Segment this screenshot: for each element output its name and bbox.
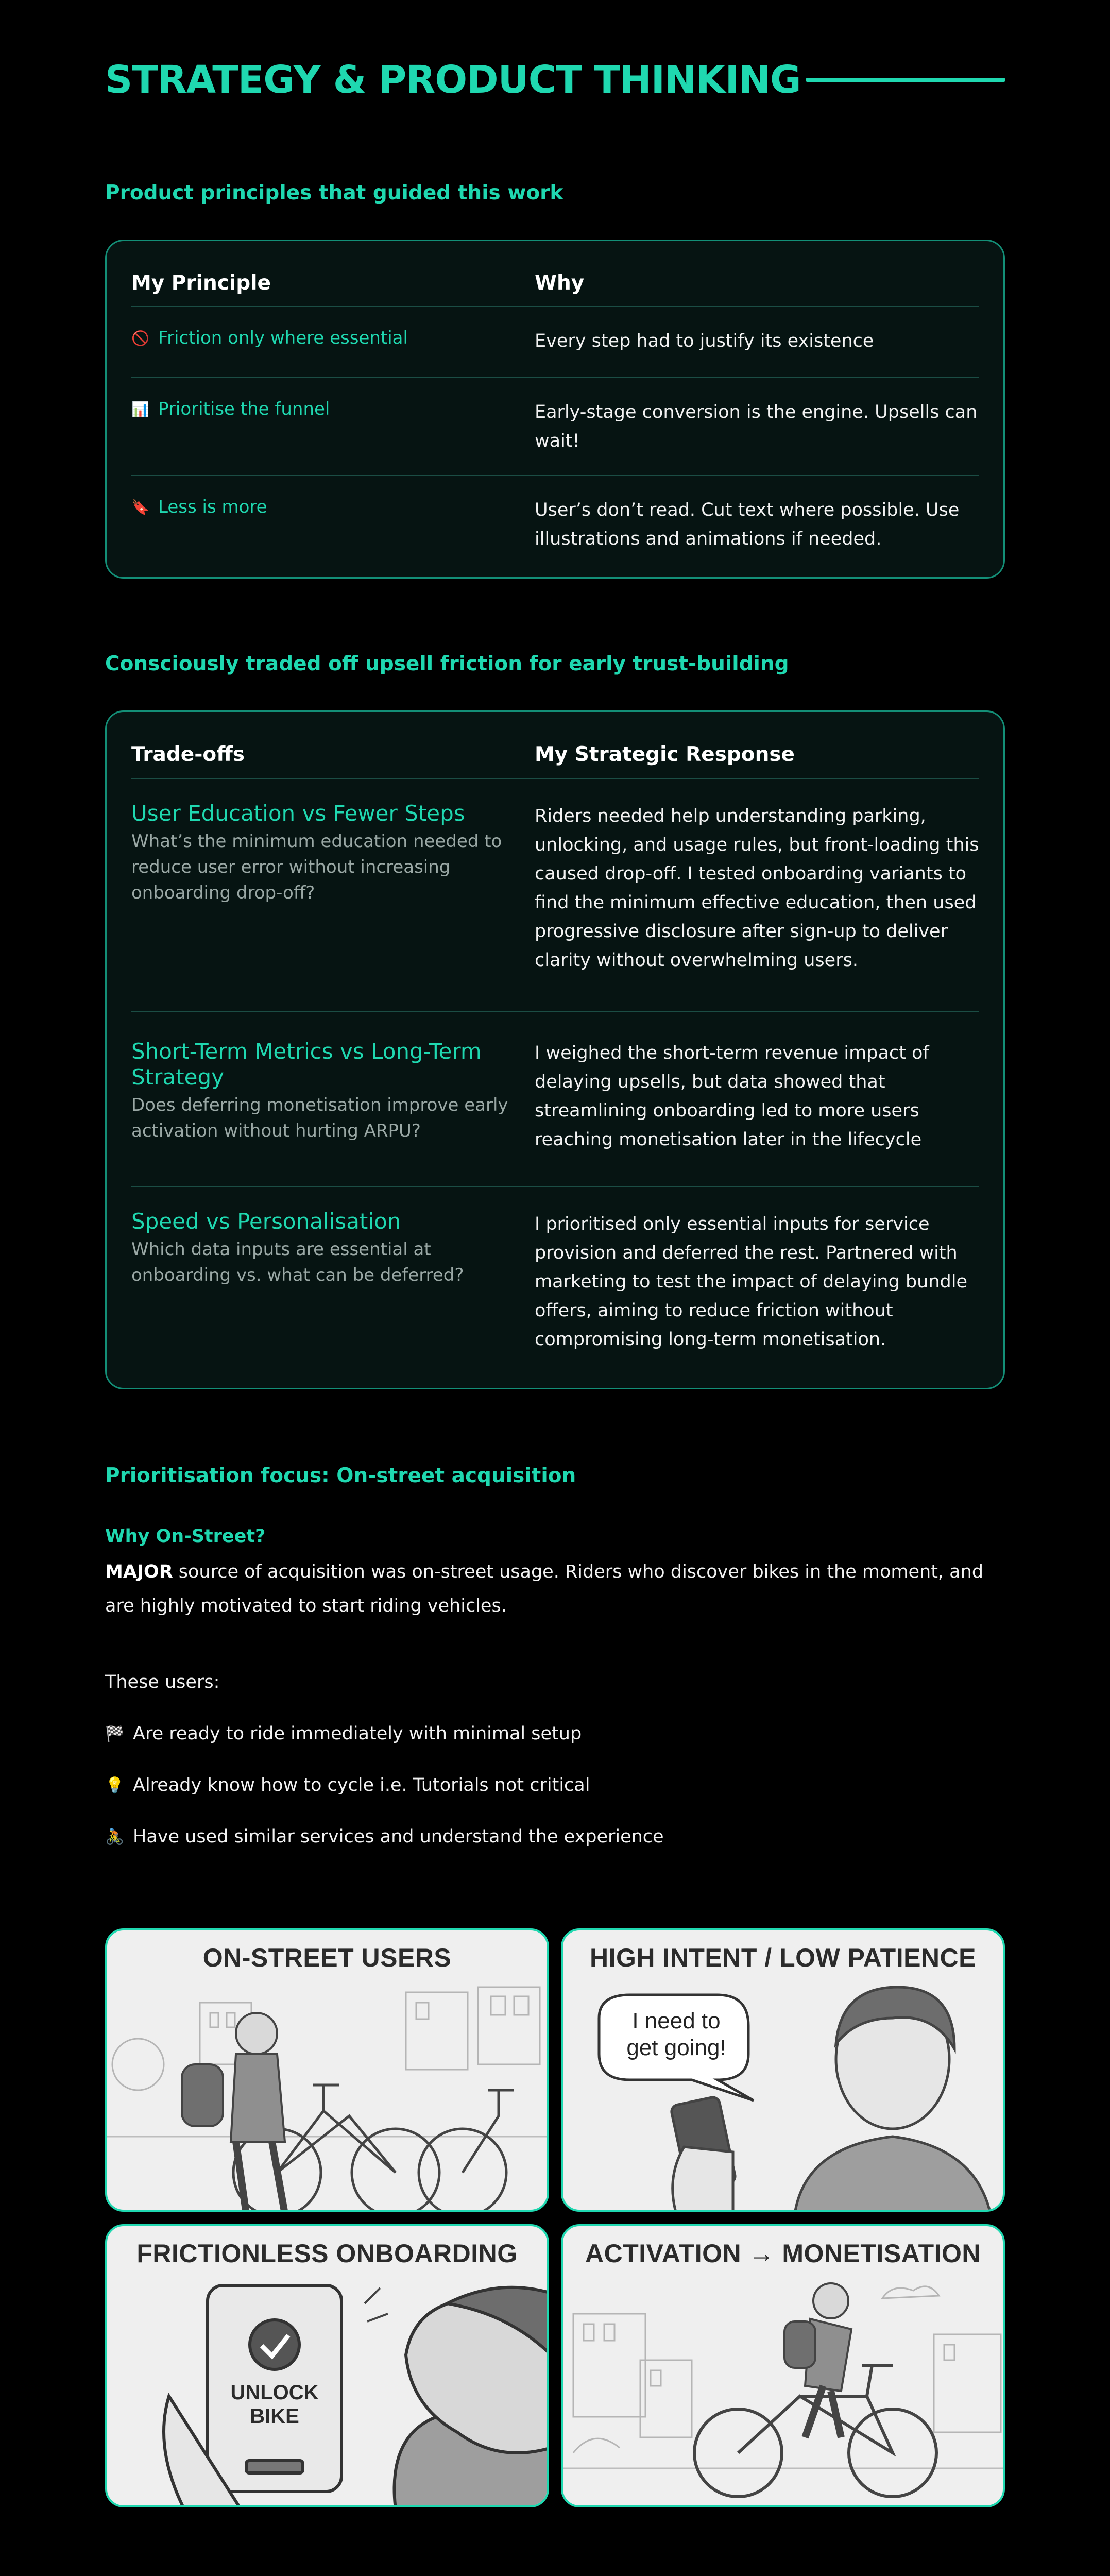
principle-name [131,328,513,348]
illustration-activation-monetisation [561,2224,1005,2507]
principle-label: Less is more [158,497,267,517]
tile-label: ACTIVATION → MONETISATION [585,2239,981,2268]
unlock-bike-text [208,2381,341,2428]
tradeoff-row [131,1012,979,1187]
major-emphasis: MAJOR [105,1562,173,1582]
tradeoff-name: Short-Term Metrics vs Long-Term Strategy [131,1039,482,1090]
tradeoff-response: I prioritised only essential inputs for service provision and deferred the rest. Partnered with marketing to test the impact of delaying bundle offers, aiming to reduce friction without compromising long-term monetisation. [535,1214,967,1350]
tradeoff-info [131,801,513,906]
tile-label: FRICTIONLESS ONBOARDING [136,2239,518,2268]
phone-screen-line: BIKE [250,2405,299,2428]
tradeoffs-heading: Consciously traded off upsell friction for early trust-building [105,652,789,675]
why-on-street-label: Why On-Street? [105,1526,266,1547]
page-header [105,57,1005,103]
tradeoffs-table-header [131,712,979,779]
no-entry-icon: 🚫 [131,329,149,347]
illustration-high-intent [561,1928,1005,2212]
tradeoff-question: Which data inputs are essential at onboarding vs. what can be deferred? [131,1239,464,1285]
speech-bubble-text [620,2008,733,2061]
tradeoffs-col-response: My Strategic Response [535,742,795,766]
focus-bullet [105,1775,590,1795]
tradeoff-response: I weighed the short-term revenue impact of delaying upsells, but data showed that streamlining onboarding led to more users reaching monetisation later in the lifecycle [535,1043,929,1150]
principles-table-header [131,241,979,307]
tradeoff-response: Riders needed help understanding parking, unlocking, and usage rules, but front-loading this caused drop-off. I tested onboarding variants to find the minimum effective education, then used progressive disclosure after sign-up to deliver clarity without overwhelming users. [535,806,979,971]
principle-row [131,307,979,378]
tradeoff-row [131,779,979,1012]
principle-name [131,497,513,517]
title-underline-rule [806,78,1005,82]
tile-label: ON-STREET USERS [202,1943,452,1972]
tradeoffs-col-tradeoffs: Trade-offs [131,742,245,766]
principle-row [131,378,979,476]
tradeoff-row [131,1187,979,1388]
focus-bullet-text: Are ready to ride immediately with minimal setup [133,1723,582,1744]
these-users-label: These users: [105,1672,220,1692]
principle-why: User’s don’t read. Cut text where possible. Use illustrations and animations if needed. [535,500,960,549]
focus-bullet-text: Have used similar services and understand the experience [133,1826,664,1847]
principles-card [105,240,1005,579]
bar-chart-icon: 📊 [131,400,149,418]
illustration-on-street-users [105,1928,549,2212]
principle-why: Every step had to justify its existence [535,331,874,351]
bookmark-icon: 🔖 [131,498,149,516]
page-title: STRATEGY & PRODUCT THINKING [105,58,801,102]
focus-bullet [105,1826,664,1847]
tradeoffs-card [105,710,1005,1389]
focus-intro [105,1555,1005,1623]
principle-name [131,399,513,419]
tile-label: HIGH INTENT / LOW PATIENCE [589,1943,976,1972]
principle-row [131,476,979,574]
tradeoff-info [131,1039,513,1144]
checkered-flag-icon: 🏁 [105,1724,125,1743]
tradeoff-question: Does deferring monetisation improve early activation without hurting ARPU? [131,1095,508,1141]
tradeoff-info [131,1209,513,1288]
tradeoff-name: User Education vs Fewer Steps [131,801,465,826]
focus-bullet [105,1723,582,1744]
illustration-frictionless-onboarding [105,2224,549,2507]
focus-heading: Prioritisation focus: On-street acquisition [105,1464,576,1487]
focus-intro-text: source of acquisition was on-street usage. Riders who discover bikes in the moment, and are highly motivated to start riding vehicles. [105,1562,984,1616]
principles-col-principle: My Principle [131,271,271,295]
principle-why: Early-stage conversion is the engine. Upsells can wait! [535,402,978,451]
tradeoff-question: What’s the minimum education needed to reduce user error without increasing onboarding drop-off? [131,831,502,903]
speech-bubble-line: get going! [626,2035,726,2060]
lightbulb-icon: 💡 [105,1776,125,1794]
principles-heading: Product principles that guided this work [105,181,563,205]
cyclist-icon: 🚴 [105,1827,125,1846]
tradeoff-name: Speed vs Personalisation [131,1209,401,1234]
speech-bubble-line: I need to [632,2008,721,2033]
focus-bullet-text: Already know how to cycle i.e. Tutorials not critical [133,1775,590,1795]
principles-col-why: Why [535,271,585,295]
cyclist [784,2283,851,2437]
principle-label: Friction only where essential [158,328,408,348]
phone-screen-line: UNLOCK [230,2381,319,2404]
principle-label: Prioritise the funnel [158,399,330,419]
